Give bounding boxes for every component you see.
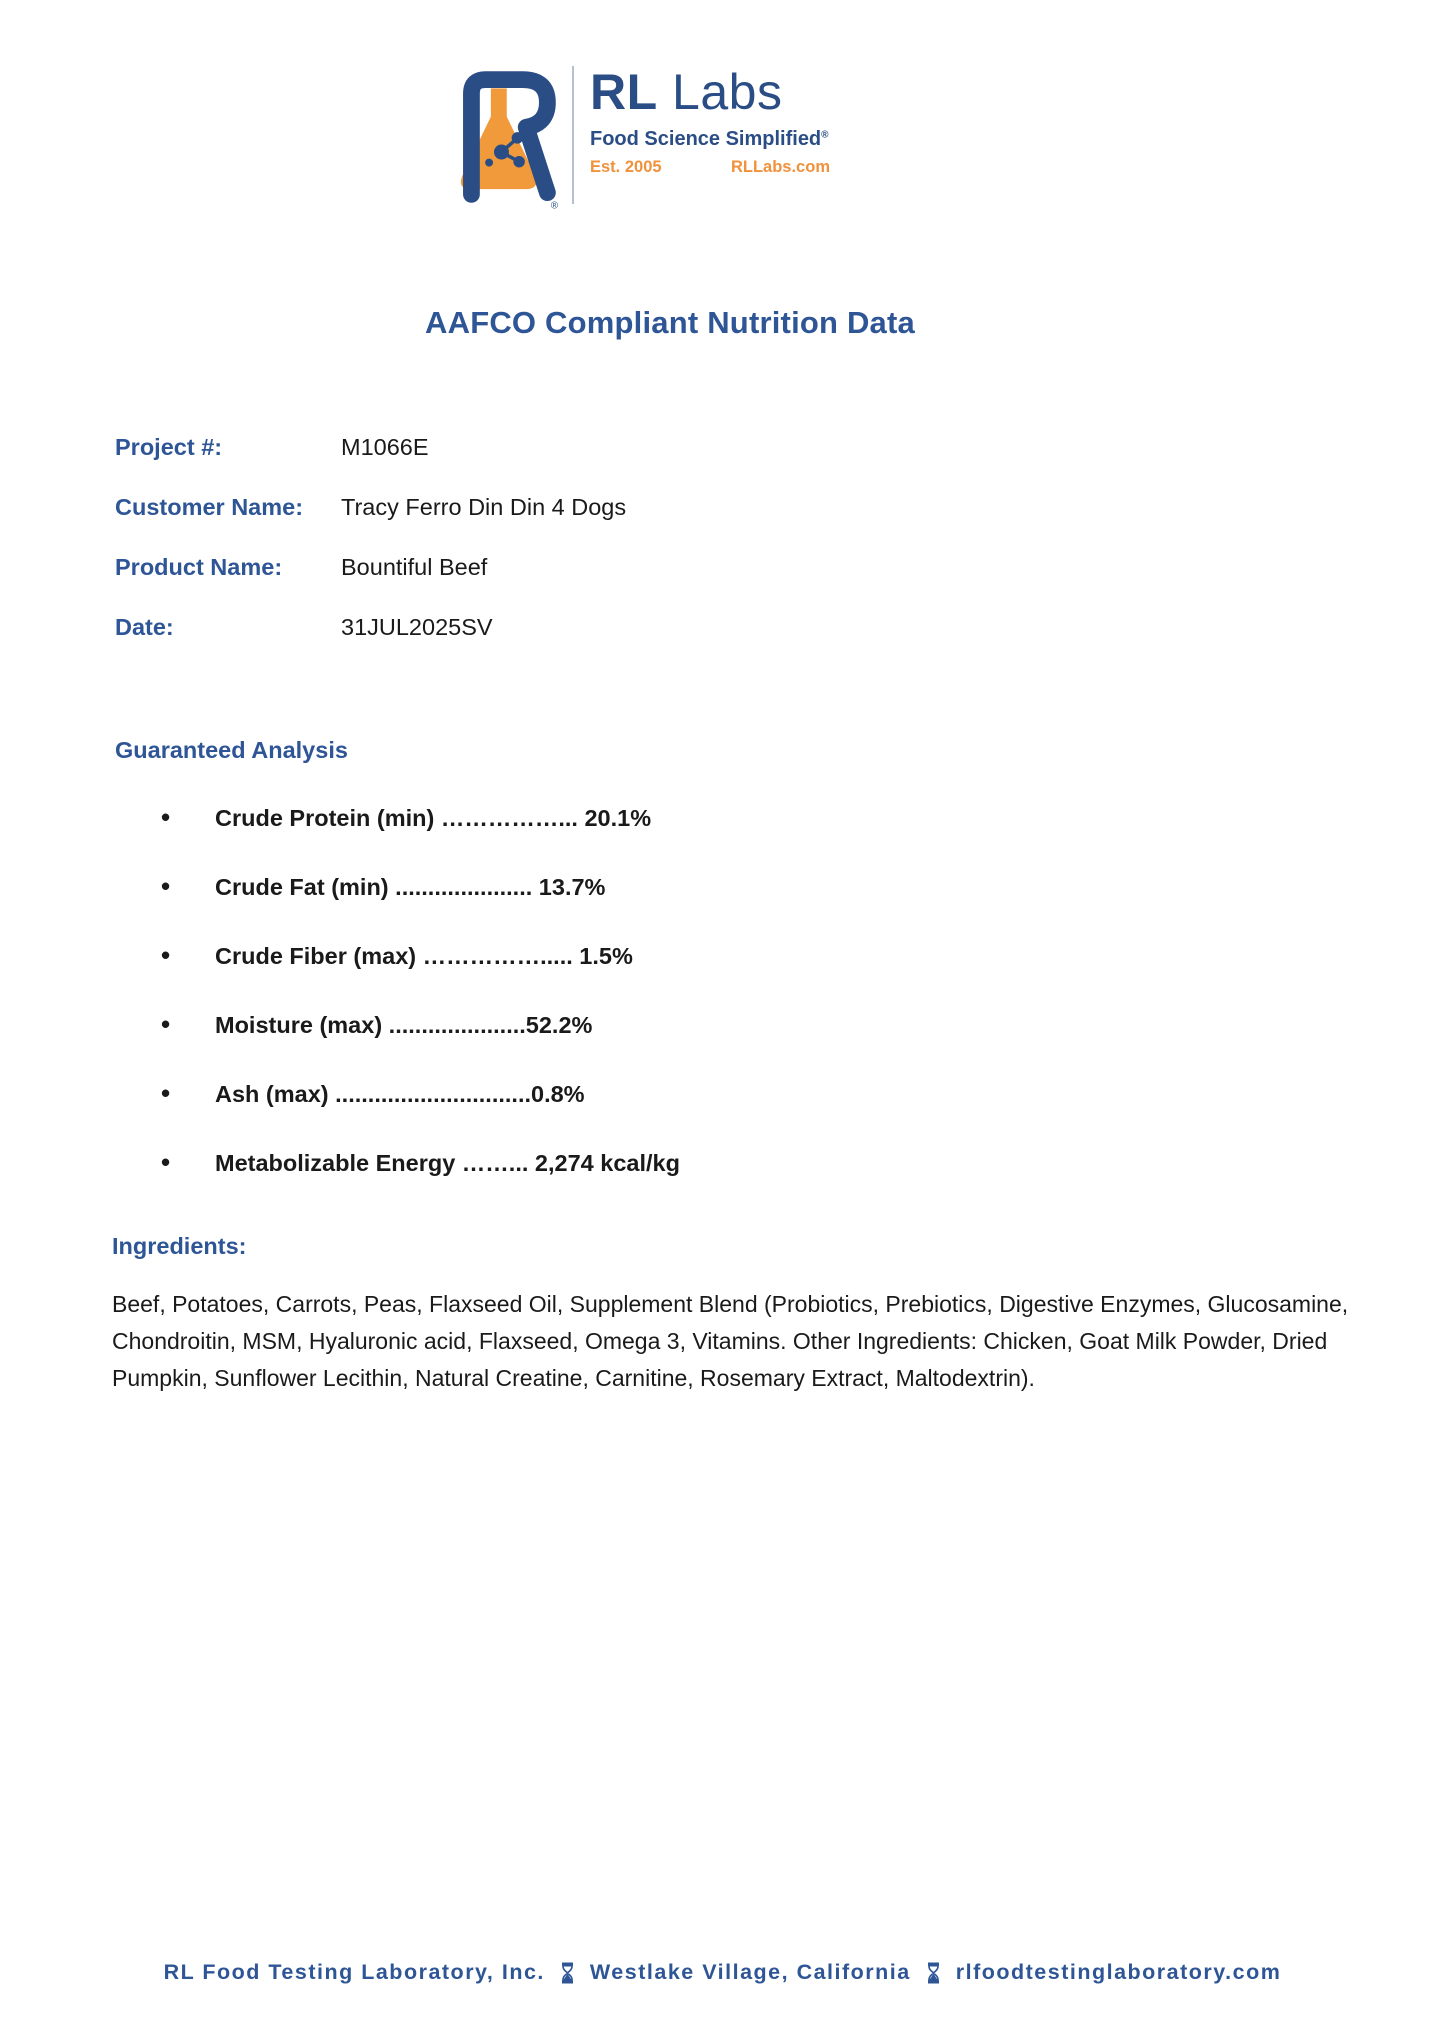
- list-item: • Crude Fiber (max) ……………..... 1.5%: [115, 942, 1015, 970]
- customer-name-label: Customer Name:: [115, 494, 304, 520]
- hourglass-icon: [560, 1962, 575, 1984]
- customer-name-value: Tracy Ferro Din Din 4 Dogs: [341, 494, 627, 520]
- logo-tagline: Food Science Simplified®: [590, 127, 829, 150]
- page-footer: [0, 1960, 1445, 1985]
- logo-established: Est. 2005: [590, 157, 662, 176]
- product-name-label: Product Name:: [115, 554, 283, 580]
- ingredients-section: [112, 1233, 1367, 1397]
- page-title: AAFCO Compliant Nutrition Data: [425, 305, 915, 340]
- logo-est-row: [590, 158, 830, 177]
- logo-website: RLLabs.com: [730, 157, 830, 176]
- flask-r-logo-icon: [452, 60, 558, 214]
- hourglass-icon: [926, 1962, 941, 1984]
- list-item: • Ash (max) ..............................0.8%: [115, 1080, 1015, 1108]
- logo-wordmark-rl: RL: [590, 64, 658, 120]
- logo-wordmark-labs: Labs: [657, 64, 783, 120]
- registered-mark-icon: ®: [550, 200, 558, 212]
- registered-mark: ®: [821, 128, 829, 140]
- project-number-value: M1066E: [341, 434, 429, 460]
- guaranteed-analysis-section: [115, 737, 1015, 1218]
- logo-divider: [572, 66, 574, 204]
- ingredients-paragraph: Beef, Potatoes, Carrots, Peas, Flaxseed Oil, Supplement Blend (Probiotics, Prebiotics, Digestive Enzymes, Glucosamine, Chondroitin, MSM, Hyaluronic acid, Flaxseed, Omega 3, Vitamins. Other Ingredients: Chicken, Goat Milk Powder, Dried Pumpkin, Sunflower Lecithin, Natural Creatine, Carnitine, Rosemary Extract, Maltodextrin).: [112, 1291, 1349, 1391]
- list-item: • Metabolizable Energy ……... 2,274 kcal/kg: [115, 1149, 1015, 1177]
- date-value: 31JUL2025SV: [341, 614, 493, 640]
- info-fields: [115, 434, 626, 641]
- date-label: Date:: [115, 614, 174, 640]
- list-item: • Crude Fat (min) ..................... 13.7%: [115, 873, 1015, 901]
- ingredients-heading: Ingredients:: [112, 1233, 247, 1259]
- logo-wordmark: [590, 66, 830, 119]
- footer-company: RL Food Testing Laboratory, Inc.: [163, 1960, 545, 1984]
- footer-website: rlfoodtestinglaboratory.com: [955, 1960, 1282, 1984]
- product-name-value: Bountiful Beef: [341, 554, 488, 580]
- project-number-label: Project #:: [115, 434, 223, 460]
- guaranteed-analysis-heading: Guaranteed Analysis: [115, 737, 348, 763]
- logo-text-block: [590, 60, 830, 214]
- guaranteed-analysis-list: [115, 804, 1015, 1177]
- list-item: • Crude Protein (min) ……………... 20.1%: [115, 804, 1015, 832]
- rl-labs-logo: [452, 60, 830, 214]
- list-item: • Moisture (max) .....................52.2%: [115, 1011, 1015, 1039]
- footer-location: Westlake Village, California: [589, 1960, 911, 1984]
